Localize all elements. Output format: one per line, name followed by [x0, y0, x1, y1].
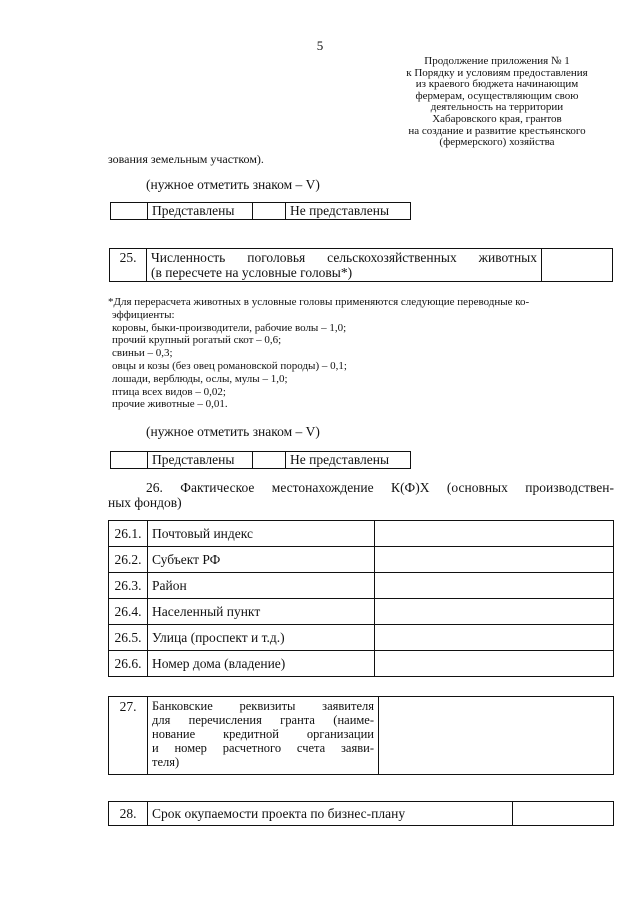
empty-cell: [253, 452, 286, 469]
empty-cell: [253, 203, 286, 220]
row-label: Номер дома (владение): [148, 651, 375, 677]
option-not-presented[interactable]: Не представлены: [286, 452, 411, 469]
row-number: 26.4.: [109, 599, 148, 625]
item-label-line: и номер расчетного счета заяви-: [152, 741, 374, 755]
appendix-header: [382, 56, 612, 149]
appendix-header-line: к Порядку и условиям предоставления: [406, 66, 588, 79]
page-number: 5: [316, 38, 324, 53]
appendix-header-line: фермерам, осуществляющим свою: [415, 89, 579, 102]
value-cell[interactable]: [542, 249, 613, 282]
coefficient-item: овцы и козы (без овец романовской породы) – 0,1;: [112, 359, 347, 372]
item-number: 25.: [110, 249, 147, 282]
appendix-header-line: Хабаровского края, грантов: [432, 112, 562, 125]
coefficient-item: птица всех видов – 0,02;: [112, 385, 226, 398]
appendix-header-line: из краевого бюджета начинающим: [415, 78, 579, 91]
row-value[interactable]: [375, 625, 614, 651]
choice-table-1: [110, 202, 411, 220]
item-label-line: (в пересчете на условные головы*): [151, 265, 353, 280]
item-number: 28.: [109, 802, 148, 826]
coefficient-item: прочие животные – 0,01.: [112, 398, 228, 411]
footnote-line: эффициенты:: [112, 308, 175, 321]
coefficient-item: лошади, верблюды, ослы, мулы – 1,0;: [112, 372, 288, 385]
item-28-table: [108, 801, 614, 826]
row-label: Район: [148, 573, 375, 599]
option-presented[interactable]: Представлены: [148, 452, 253, 469]
table-row: [109, 625, 614, 651]
heading-line: ных фондов): [108, 495, 182, 510]
heading-line: 26. Фактическое местонахождение К(Ф)Х (основных производствен-: [146, 480, 614, 495]
choice-table-2: [110, 451, 411, 469]
empty-cell: [111, 203, 148, 220]
row-label: Субъект РФ: [148, 547, 375, 573]
item-label-line: Численность поголовья сельскохозяйственных животных: [151, 250, 537, 265]
table-row: [109, 521, 614, 547]
footnote-line: *Для перерасчета животных в условные головы применяются следующие переводные ко-: [108, 296, 530, 308]
row-number: 26.6.: [109, 651, 148, 677]
item-label-line: теля): [152, 755, 180, 769]
value-cell[interactable]: [513, 802, 614, 826]
item-label: [147, 249, 542, 282]
item-label: [148, 697, 379, 775]
row-number: 26.5.: [109, 625, 148, 651]
item-label-line: нование кредитной организации: [152, 727, 374, 741]
mark-note: (нужное отметить знаком – V): [146, 424, 320, 439]
appendix-header-line: Продолжение приложения № 1: [424, 55, 570, 67]
option-not-presented[interactable]: Не представлены: [286, 203, 411, 220]
item-26-heading: [108, 480, 614, 510]
item-label: Срок окупаемости проекта по бизнес-плану: [148, 802, 513, 826]
appendix-header-line: на создание и развитие крестьянского: [408, 124, 586, 137]
row-number: 26.3.: [109, 573, 148, 599]
item-number: 27.: [109, 697, 148, 775]
appendix-header-line: (фермерского) хозяйства: [439, 136, 555, 149]
row-value[interactable]: [375, 547, 614, 573]
appendix-header-line: деятельность на территории: [430, 101, 564, 114]
option-presented[interactable]: Представлены: [148, 203, 253, 220]
item-label-line: для перечисления гранта (наиме-: [152, 713, 374, 727]
coefficient-item: свиньи – 0,3;: [112, 347, 173, 360]
mark-note: (нужное отметить знаком – V): [146, 177, 320, 192]
row-value[interactable]: [375, 651, 614, 677]
value-cell[interactable]: [379, 697, 614, 775]
item-26-table: [108, 520, 614, 677]
row-number: 26.2.: [109, 547, 148, 573]
row-label: Улица (проспект и т.д.): [148, 625, 375, 651]
table-row: [109, 599, 614, 625]
row-label: Почтовый индекс: [148, 521, 375, 547]
item-25-table: [109, 248, 613, 282]
row-value[interactable]: [375, 573, 614, 599]
item-27-table: [108, 696, 614, 775]
footnote: [108, 296, 613, 411]
coefficient-item: коровы, быки-производители, рабочие волы – 1,0;: [112, 321, 347, 334]
table-row: [109, 547, 614, 573]
row-value[interactable]: [375, 521, 614, 547]
row-label: Населенный пункт: [148, 599, 375, 625]
table-row: [109, 573, 614, 599]
continued-text: зования земельным участком).: [108, 152, 264, 166]
table-row: [109, 651, 614, 677]
row-number: 26.1.: [109, 521, 148, 547]
row-value[interactable]: [375, 599, 614, 625]
empty-cell: [111, 452, 148, 469]
item-label-line: Банковские реквизиты заявителя: [152, 699, 374, 713]
coefficient-item: прочий крупный рогатый скот – 0,6;: [112, 334, 282, 347]
